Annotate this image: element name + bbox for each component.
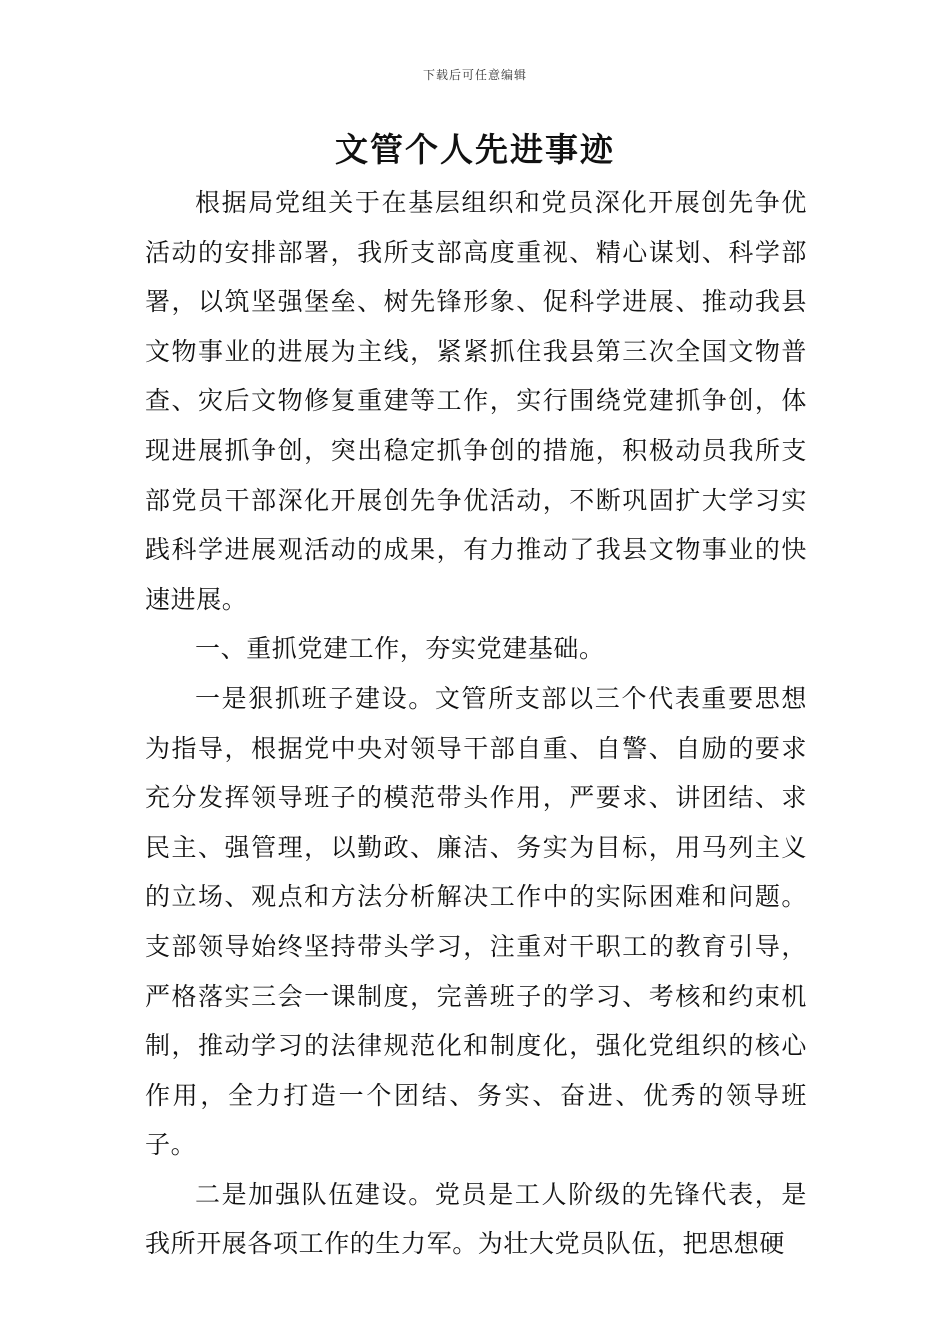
- document-body: [145, 178, 807, 1269]
- section-heading-1: 一、重抓党建工作，夯实党建基础。: [195, 634, 605, 664]
- paragraph-staff-building: 二是加强队伍建设。党员是工人阶级的先锋代表，是我所开展各项工作的生力军。为壮大党员队伍，把思想硬: [145, 1179, 807, 1259]
- document-title: 文管个人先进事迹: [335, 130, 615, 169]
- paragraph-team-building: 一是狠抓班子建设。文管所支部以三个代表重要思想为指导，根据党中央对领导干部自重、自警、自励的要求充分发挥领导班子的模范带头作用，严要求、讲团结、求民主、强管理，以勤政、廉洁、务实为目标，用马列主义的立场、观点和方法分析解决工作中的实际困难和问题。支部领导始终坚持带头学习，注重对干职工的教育引导，严格落实三会一课制度，完善班子的学习、考核和约束机制，推动学习的法律规范化和制度化，强化党组织的核心作用，全力打造一个团结、务实、奋进、优秀的领导班子。: [145, 683, 807, 1160]
- header-note: 下载后可任意编辑: [422, 68, 527, 82]
- paragraph-intro: 根据局党组关于在基层组织和党员深化开展创先争优活动的安排部署，我所支部高度重视、精心谋划、科学部署，以筑坚强堡垒、树先锋形象、促科学进展、推动我县文物事业的进展为主线，紧紧抓住我县第三次全国文物普查、灾后文物修复重建等工作，实行围绕党建抓争创，体现进展抓争创，突出稳定抓争创的措施，积极动员我所支部党员干部深化开展创先争优活动，不断巩固扩大学习实践科学进展观活动的成果，有力推动了我县文物事业的快速进展。: [145, 188, 807, 614]
